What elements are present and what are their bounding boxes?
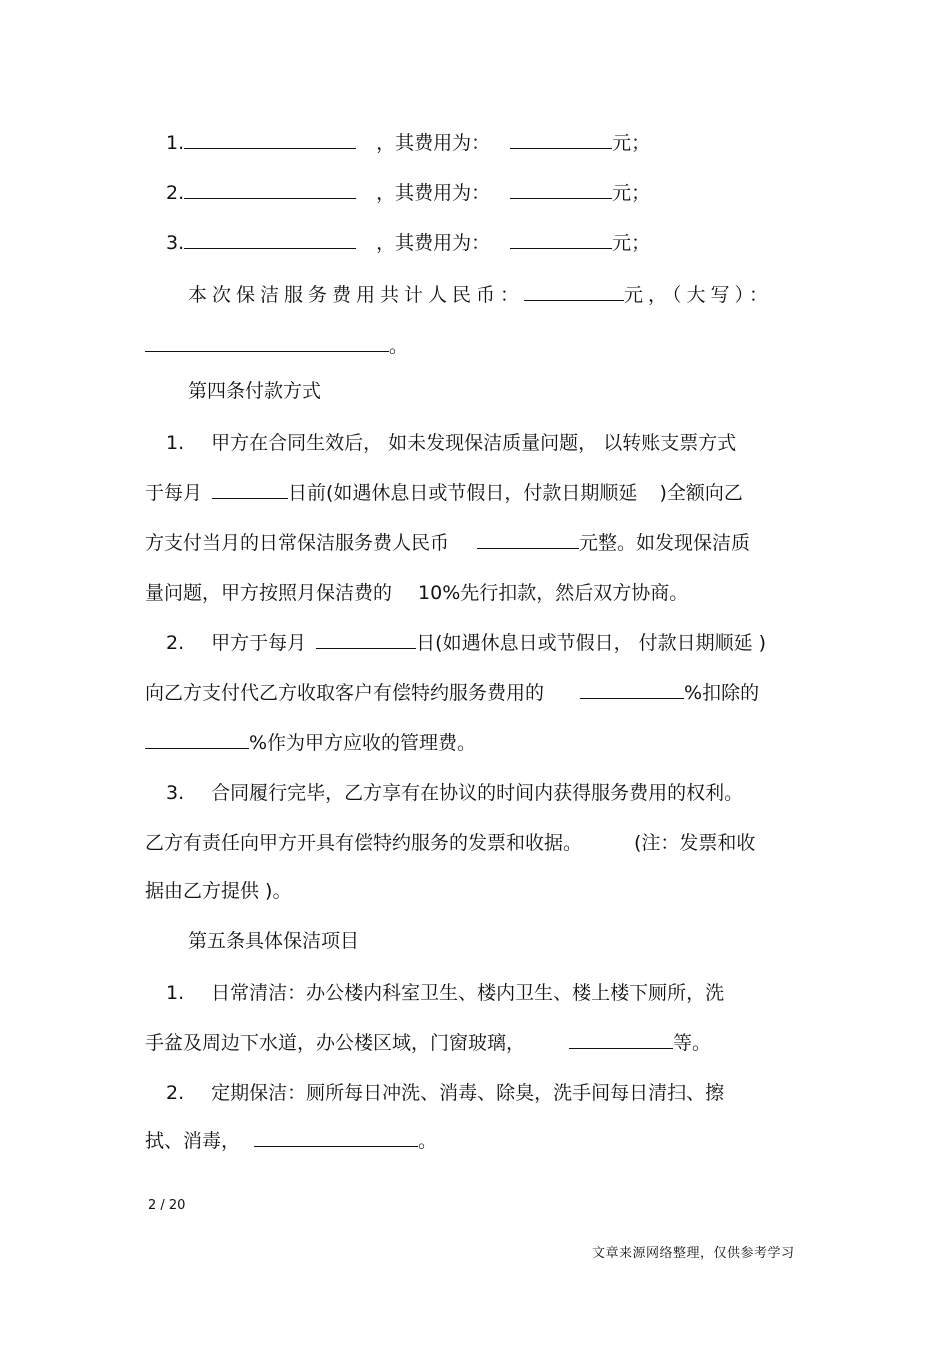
article4-p3-line2 bbox=[145, 830, 755, 856]
article5-p2-line2 bbox=[145, 1128, 437, 1154]
fee-number: 1. bbox=[166, 132, 185, 154]
total-words-line bbox=[145, 333, 408, 359]
paragraph-text: 10%先行扣款，然后双方协商。 bbox=[418, 582, 689, 604]
fee-unit: 元； bbox=[612, 232, 651, 254]
total-end: 。 bbox=[389, 335, 409, 357]
article4-p1-line1 bbox=[166, 430, 736, 456]
paragraph-text: 等。 bbox=[673, 1032, 712, 1054]
item-number: 1. bbox=[166, 432, 185, 454]
paragraph-text: 甲方于每月 bbox=[211, 632, 307, 654]
paragraph-text: 。 bbox=[418, 1130, 438, 1152]
article4-p1-line2 bbox=[145, 480, 743, 506]
item-blank bbox=[254, 1128, 418, 1147]
article4-p3-line3 bbox=[145, 878, 291, 904]
paragraph-text: 据由乙方提供 )。 bbox=[145, 880, 292, 902]
paragraph-text: 合同履行完毕，乙方享有在协议的时间内获得服务费用的权利。 bbox=[211, 782, 744, 804]
item-number: 2. bbox=[166, 632, 185, 654]
fee-label: ，其费用为： bbox=[376, 182, 491, 204]
paragraph-text: %作为甲方应收的管理费。 bbox=[249, 732, 477, 754]
fee-number: 3. bbox=[166, 232, 185, 254]
fee-item-blank bbox=[184, 130, 356, 149]
paragraph-text: 手盆及周边下水道，办公楼区域，门窗玻璃， bbox=[145, 1032, 526, 1054]
paragraph-text: 定期保洁：厕所每日冲洗、消毒、除臭，洗手间每日清扫、擦 bbox=[211, 1082, 725, 1104]
total-words-blank bbox=[145, 333, 389, 352]
day-blank bbox=[212, 480, 288, 499]
fee-label: ，其费用为： bbox=[376, 132, 491, 154]
page-number: 2 / 20 bbox=[148, 1198, 186, 1213]
fee-label: ，其费用为： bbox=[376, 232, 491, 254]
paragraph-text: (注：发票和收 bbox=[634, 832, 756, 854]
fee-line-3 bbox=[166, 230, 650, 256]
percent-blank bbox=[580, 680, 684, 699]
paragraph-text: 于每月 bbox=[145, 482, 203, 504]
paragraph-text: 方支付当月的日常保洁服务费人民币 bbox=[145, 532, 450, 554]
article4-p1-line4 bbox=[145, 580, 688, 606]
paragraph-text: 量问题，甲方按照月保洁费的 bbox=[145, 582, 393, 604]
article5-p1-line1 bbox=[166, 980, 724, 1006]
article4-p2-line3 bbox=[145, 730, 476, 756]
paragraph-text: 元整。如发现保洁质 bbox=[579, 532, 751, 554]
fee-unit: 元； bbox=[612, 182, 651, 204]
paragraph-text: 日(如遇休息日或节假日， 付款日期顺延 ) bbox=[416, 632, 767, 654]
article5-p1-line2 bbox=[145, 1030, 711, 1056]
article4-p3-line1 bbox=[166, 780, 743, 806]
fee-amount-blank bbox=[510, 180, 612, 199]
fee-amount-blank bbox=[510, 230, 612, 249]
article4-p1-line3 bbox=[145, 530, 750, 556]
article4-p2-line2 bbox=[145, 680, 759, 706]
item-blank bbox=[569, 1030, 673, 1049]
article5-p2-line1 bbox=[166, 1080, 724, 1106]
fee-item-blank bbox=[184, 180, 356, 199]
paragraph-text: 向乙方支付代乙方收取客户有偿特约服务费用的 bbox=[145, 682, 545, 704]
total-unit: 元，（大写）： bbox=[624, 284, 774, 306]
paragraph-text: %扣除的 bbox=[684, 682, 760, 704]
article4-title: 第四条付款方式 bbox=[188, 380, 322, 402]
fee-line-1 bbox=[166, 130, 650, 156]
paragraph-text: 乙方有责任向甲方开具有偿特约服务的发票和收据。 bbox=[145, 832, 583, 854]
total-text: 本次保洁服务费用共计人民币： bbox=[188, 284, 525, 306]
paragraph-text: 日常清洁：办公楼内科室卫生、楼内卫生、楼上楼下厕所，洗 bbox=[211, 982, 725, 1004]
article5-title: 第五条具体保洁项目 bbox=[188, 930, 360, 952]
amount-blank bbox=[477, 530, 579, 549]
day-blank bbox=[316, 630, 416, 649]
paragraph-text: )全额向乙 bbox=[659, 482, 743, 504]
item-number: 3. bbox=[166, 782, 185, 804]
item-number: 1. bbox=[166, 982, 185, 1004]
fee-item-blank bbox=[184, 230, 356, 249]
total-amount-blank bbox=[524, 282, 624, 301]
fee-line-2 bbox=[166, 180, 650, 206]
fee-number: 2. bbox=[166, 182, 185, 204]
percent-blank bbox=[145, 730, 249, 749]
item-number: 2. bbox=[166, 1082, 185, 1104]
fee-amount-blank bbox=[510, 130, 612, 149]
fee-unit: 元； bbox=[612, 132, 651, 154]
article4-p2-line1 bbox=[166, 630, 766, 656]
paragraph-text: 日前(如遇休息日或节假日，付款日期顺延 bbox=[288, 482, 638, 504]
total-line bbox=[188, 282, 773, 308]
paragraph-text: 拭、消毒， bbox=[145, 1130, 241, 1152]
paragraph-text: 甲方在合同生效后， 如未发现保洁质量问题， 以转账支票方式 bbox=[211, 432, 737, 454]
footer-note: 文章来源网络整理，仅供参考学习 bbox=[592, 1246, 795, 1261]
